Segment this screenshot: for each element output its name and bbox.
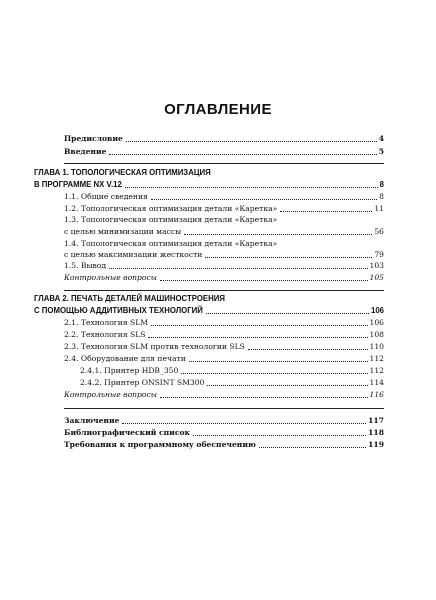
- leader-dots: [126, 141, 377, 142]
- leader-dots: [207, 385, 367, 386]
- leader-dots: [205, 257, 372, 258]
- toc-entry-text: с целью максимизации жесткости: [64, 250, 203, 259]
- toc-subentry: [80, 378, 384, 388]
- leader-dots: [109, 154, 376, 155]
- toc-entry-page: 8: [379, 192, 384, 201]
- toc-entry-page: 116: [369, 390, 384, 399]
- toc-entry-text: с целью минимизации массы: [64, 227, 182, 236]
- chapter-heading-text: В ПРОГРАММЕ NX V.12: [34, 180, 122, 189]
- toc-entry-page: 5: [378, 147, 384, 156]
- toc-entry-page: 117: [368, 416, 384, 425]
- toc-entry-bibliography: [64, 428, 384, 438]
- chapter-1-heading-line2: [34, 180, 384, 190]
- toc-entry-text: 2.4.1. Принтер HDB_350: [80, 366, 179, 375]
- toc-entry-text: 1.1. Общие сведения: [64, 192, 148, 201]
- toc-entry: [64, 204, 384, 214]
- section-divider: [64, 408, 384, 409]
- toc-entry-page: 103: [369, 261, 384, 270]
- toc-entry: [64, 354, 384, 364]
- toc-entry-page: 110: [369, 342, 384, 351]
- toc-entry-text: 2.4.2. Принтер ONSINT SM300: [80, 378, 205, 387]
- toc-entry-page: 112: [369, 366, 384, 375]
- toc-entry-review-questions: [64, 390, 384, 400]
- chapter-page: 106: [370, 306, 384, 315]
- toc-entry: [64, 330, 384, 340]
- toc-entry-page: 108: [369, 330, 384, 339]
- toc-entry-conclusion: [64, 416, 384, 426]
- toc-entry: [64, 342, 384, 352]
- toc-entry-review-questions: [64, 273, 384, 283]
- toc-entry-text: 1.5. Вывод: [64, 261, 107, 270]
- toc-entry-page: 112: [369, 354, 384, 363]
- toc-entry-text: 2.2. Технология SLS: [64, 330, 146, 339]
- toc-entry-page: 4: [378, 134, 384, 143]
- chapter-heading-text: ГЛАВА 1. ТОПОЛОГИЧЕСКАЯ ОПТИМИЗАЦИЯ: [34, 168, 211, 177]
- chapter-1-heading-line1: [34, 168, 384, 178]
- toc-entry-text: 2.3. Технология SLM против технологии SLS: [64, 342, 245, 351]
- leader-dots: [151, 325, 367, 326]
- toc-entry-text: 1.3. Топологическая оптимизация детали «Каретка»: [64, 215, 278, 224]
- toc-entry-text: 1.4. Топологическая оптимизация детали «Каретка»: [64, 239, 278, 248]
- chapter-heading-text: ГЛАВА 2. ПЕЧАТЬ ДЕТАЛЕЙ МАШИНОСТРОЕНИЯ: [34, 294, 225, 303]
- leader-dots: [148, 337, 367, 338]
- leader-dots: [160, 280, 368, 281]
- toc-entry-text: Введение: [64, 147, 107, 156]
- toc-entry-text: Требования к программному обеспечению: [64, 440, 256, 449]
- toc-entry-page: 118: [368, 428, 384, 437]
- toc-entry-introduction: [64, 147, 384, 157]
- toc-entry-text: 2.4. Оборудование для печати: [64, 354, 186, 363]
- toc-entry-page: 11: [374, 204, 384, 213]
- leader-dots: [122, 423, 366, 424]
- toc-entry-text: Предисловие: [64, 134, 123, 143]
- toc-entry-page: 114: [369, 378, 384, 387]
- leader-dots: [189, 361, 368, 362]
- section-divider: [64, 290, 384, 291]
- section-divider: [64, 163, 384, 164]
- leader-dots: [184, 234, 372, 235]
- leader-dots: [160, 397, 368, 398]
- toc-entry-text: 1.2. Топологическая оптимизация детали «Каретка»: [64, 204, 278, 213]
- toc-entry-page: 79: [374, 250, 384, 259]
- leader-dots: [181, 373, 367, 374]
- leader-dots: [248, 349, 368, 350]
- toc-entry-page: 56: [374, 227, 384, 236]
- toc-entry: [64, 250, 384, 260]
- toc-entry-page: 106: [369, 318, 384, 327]
- leader-dots: [206, 313, 369, 314]
- chapter-heading-text: С ПОМОЩЬЮ АДДИТИВНЫХ ТЕХНОЛОГИЙ: [34, 306, 203, 315]
- toc-entry-text: Контрольные вопросы: [64, 390, 157, 399]
- toc-entry: [64, 239, 384, 249]
- chapter-2-heading-line2: [34, 306, 384, 316]
- toc-entry-page: 105: [369, 273, 384, 282]
- toc-entry-text: Контрольные вопросы: [64, 273, 157, 282]
- page-title: ОГЛАВЛЕНИЕ: [164, 101, 272, 118]
- toc-entry-text: Заключение: [64, 416, 120, 425]
- leader-dots: [109, 268, 367, 269]
- leader-dots: [259, 447, 366, 448]
- toc-entry-page: 119: [368, 440, 384, 449]
- toc-entry-text: 2.1. Технология SLM: [64, 318, 149, 327]
- leader-dots: [125, 187, 378, 188]
- toc-entry: [64, 261, 384, 271]
- leader-dots: [151, 199, 377, 200]
- toc-entry-software-requirements: [64, 440, 384, 450]
- toc-subentry: [80, 366, 384, 376]
- leader-dots: [280, 211, 372, 212]
- chapter-page: 8: [379, 180, 384, 189]
- chapter-2-heading-line1: [34, 294, 384, 304]
- toc-entry: [64, 227, 384, 237]
- toc-entry-text: Библиографический список: [64, 428, 190, 437]
- toc-entry: [64, 318, 384, 328]
- toc-entry: [64, 192, 384, 202]
- leader-dots: [193, 435, 366, 436]
- toc-entry-preface: [64, 134, 384, 144]
- toc-entry: [64, 215, 384, 225]
